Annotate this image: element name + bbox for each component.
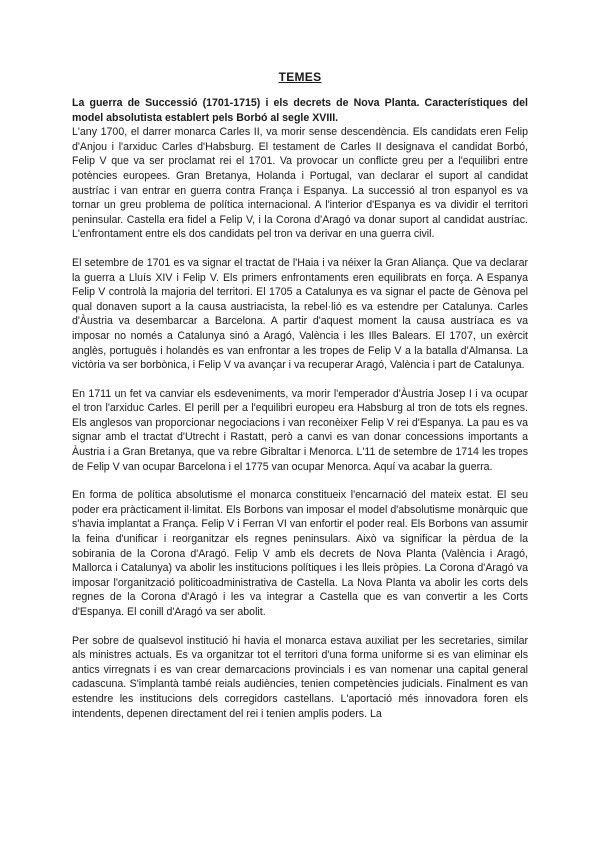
paragraph-1: L'any 1700, el darrer monarca Carles II, va morir sense descendència. Els candidats eren Felip d'Anjou i l'arxiduc Carles d'Habsburg. El testament de Carles II designava el candidat Borbó, Felip V que va ser proclamat rei el 1701. Va provocar un conflicte greu per a l'equilibri entre potències europees. Gran Bretanya, Holanda i Portugal, van declarar el suport al candidat austríac i van entrar en guerra contra França i Espanya. La successió al tron espanyol es va tornar un greu problema de política internacional. A l'interior d'Espanya es va dividir el territori peninsular. Castella era fidel a Felip V, i la Corona d'Aragó va donar suport al candidat austríac. L'enfrontament entre els dos candidats pel tron va derivar en una guerra civil. — [72, 126, 528, 241]
section-heading: La guerra de Successió (1701-1715) i els decrets de Nova Planta. Característiques del model absolutista establert pels Borbó al segle XVIII. — [72, 97, 528, 124]
paragraph-5: Per sobre de qualsevol institució hi havia el monarca estava auxiliat per les secretaries, similar als ministres actuals. Es va organitzar tot el territori d'una forma uniforme si es van eliminar els antics virregnats i es van crear demarcacions provincials i es van nomenar una capital general cadascuna. S'implantà també reials audiències, tenien competències judicials. Finalment es van estendre les institucions dels corregidors castellans. L'aportació més innovadora foren els intendents, depenen directament del rei i tenien amplis poders. La — [72, 634, 528, 720]
paragraph-3: En 1711 un fet va canviar els esdeveniments, va morir l'emperador d'Àustria Josep I i va ocupar el tron l'arxiduc Carles. El perill per a l'equilibri europeu era Habsburg al tron de tots els regnes. Els anglesos van proporcionar negociacions i van reconèixer Felip V rei d'Espanya. La pau es va signar amb el tractat d'Utrecht i Rastatt, però a canvi es van donar concessions importants a Àustria i a Gran Bretanya, que va rebre Gibraltar i Menorca. L'11 de setembre de 1714 les tropes de Felip V van ocupar Barcelona i el 1775 van ocupar Menorca. Aquí va acabar la guerra. — [72, 387, 528, 473]
document-title: TEMES — [278, 70, 322, 84]
paragraph-2: El setembre de 1701 es va signar el tractat de l'Haia i va néixer la Gran Aliança. Que va declarar la guerra a Lluís XIV i Felip V. Els primers enfrontaments eren equilibrats en força. A Espanya Felip V controlà la majoria del territori. El 1705 a Catalunya es va signar el pacte de Gènova pel qual donaven suport a la causa austriacista, la rebel·lió es va estendre per Catalunya. Carles d'Àustria va desembarcar a Barcelona. A partir d'aquest moment la causa austríaca es va imposar no només a Catalunya sinó a Aragó, València i les Illes Balears. El 1707, un exèrcit anglès, portuguès i holandès es van enfrontar a les tropes de Felip V a la batalla d'Almansa. La victòria va ser borbònica, i Felip V va avançar i va recuperar Aragó, València i part de Catalunya. — [72, 256, 528, 372]
paragraph-4: En forma de política absolutisme el monarca constitueix l'encarnació del mateix estat. El seu poder era pràcticament il·limitat. Els Borbons van imposar el model d'absolutisme monàrquic que s'havia implantat a França. Felip V i Ferran VI van enfortir el poder real. Els Borbons van assumir la feina d'unificar i reorganitzar els regnes peninsulars. Això va significar la pèrdua de la sobirania de la Corona d'Aragó. Felip V amb els decrets de Nova Planta (València i Aragó, Mallorca i Catalunya) va abolir les institucions polítiques i les lleis pròpies. La Corona d'Aragó va imposar l'organització politicoadministrativa de Castella. La Nova Planta va abolir les corts dels regnes de la Corona d'Aragó i les va integrar a Castella que es van convertir a les Corts d'Espanya. El conill d'Aragó va ser abolit. — [72, 489, 528, 618]
